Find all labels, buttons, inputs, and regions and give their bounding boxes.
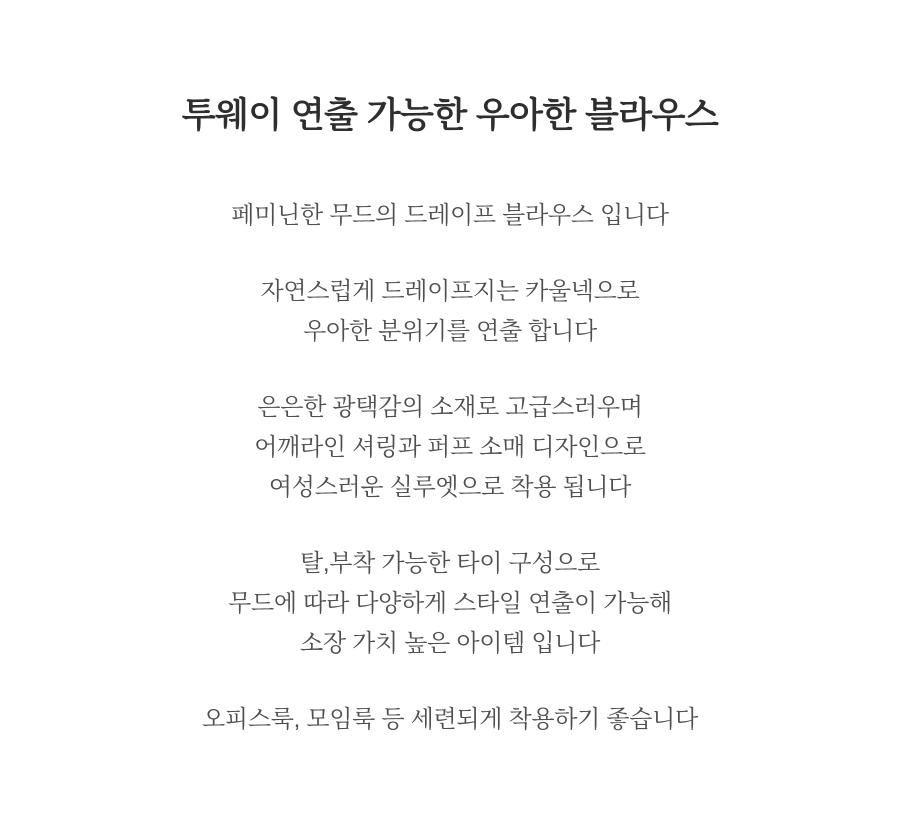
description-line: 오피스룩, 모임룩 등 세련되게 착용하기 좋습니다 (202, 706, 698, 733)
product-description-title: 투웨이 연출 가능한 우아한 블라우스 (181, 96, 719, 135)
description-line: 어깨라인 셔링과 퍼프 소매 디자인으로 (254, 434, 646, 461)
description-paragraph (0, 544, 900, 664)
description-line: 탈,부착 가능한 타이 구성으로 (299, 550, 601, 577)
description-paragraph (0, 196, 900, 236)
description-paragraph (0, 700, 900, 740)
description-line: 우아한 분위기를 연출 합니다 (303, 318, 597, 345)
description-line: 여성스러운 실루엣으로 착용 됩니다 (268, 474, 632, 501)
description-paragraph (0, 272, 900, 352)
description-line: 소장 가치 높은 아이템 입니다 (299, 630, 601, 657)
description-line: 은은한 광택감의 소재로 고급스러우며 (257, 394, 643, 421)
description-line: 자연스럽게 드레이프지는 카울넥으로 (260, 278, 640, 305)
description-line: 페미닌한 무드의 드레이프 블라우스 입니다 (231, 202, 669, 229)
description-line: 무드에 따라 다양하게 스타일 연출이 가능해 (228, 590, 672, 617)
description-paragraph (0, 388, 900, 508)
description-paragraphs (0, 196, 900, 740)
